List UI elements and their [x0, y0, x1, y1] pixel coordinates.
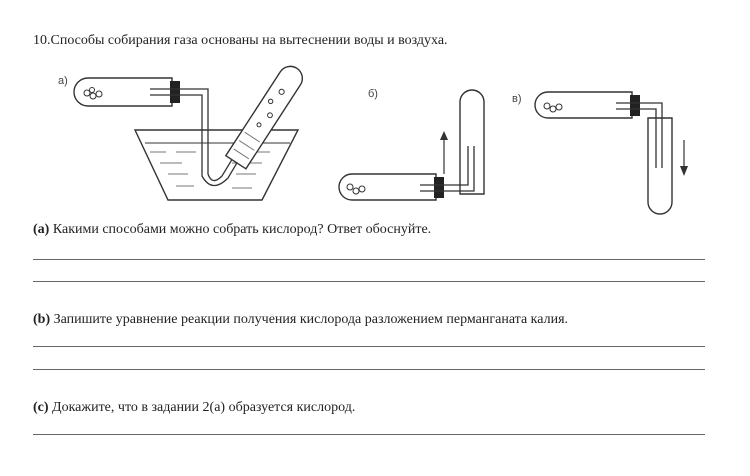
figure-b	[339, 88, 484, 200]
question-c-marker: (c)	[33, 400, 49, 415]
figure-c	[512, 92, 688, 214]
answer-line[interactable]	[33, 281, 705, 282]
answer-line[interactable]	[33, 346, 705, 347]
question-c-text: Докажите, что в задании 2(а) образуется кислород.	[48, 400, 356, 415]
stopper	[170, 81, 180, 103]
answer-line[interactable]	[33, 369, 705, 370]
figure-b-label: б)	[368, 88, 378, 100]
answer-line[interactable]	[33, 434, 705, 435]
question-c	[33, 400, 355, 416]
figure-a-label: а)	[58, 75, 68, 87]
figure-c-label: в)	[512, 93, 522, 105]
answer-line[interactable]	[33, 259, 705, 260]
water-trough	[135, 130, 298, 200]
task-title: 10.Способы собирания газа основаны на вытеснении воды и воздуха.	[33, 33, 448, 48]
question-b	[33, 312, 568, 328]
collection-tube-b	[460, 90, 484, 194]
question-a-marker: (a)	[33, 222, 50, 237]
figure-a	[58, 62, 307, 200]
test-tube-horizontal-b	[339, 174, 436, 200]
question-a-text: Какими способами можно собрать кислород? Ответ обоснуйте.	[49, 222, 432, 237]
collection-tube-a	[226, 62, 307, 169]
question-b-text: Запишите уравнение реакции получения кислорода разложением перманганата калия.	[50, 312, 569, 327]
question-b-marker: (b)	[33, 312, 51, 327]
test-tube-horizontal	[74, 78, 172, 106]
question-a	[33, 222, 431, 238]
collection-tube-c	[648, 118, 672, 214]
